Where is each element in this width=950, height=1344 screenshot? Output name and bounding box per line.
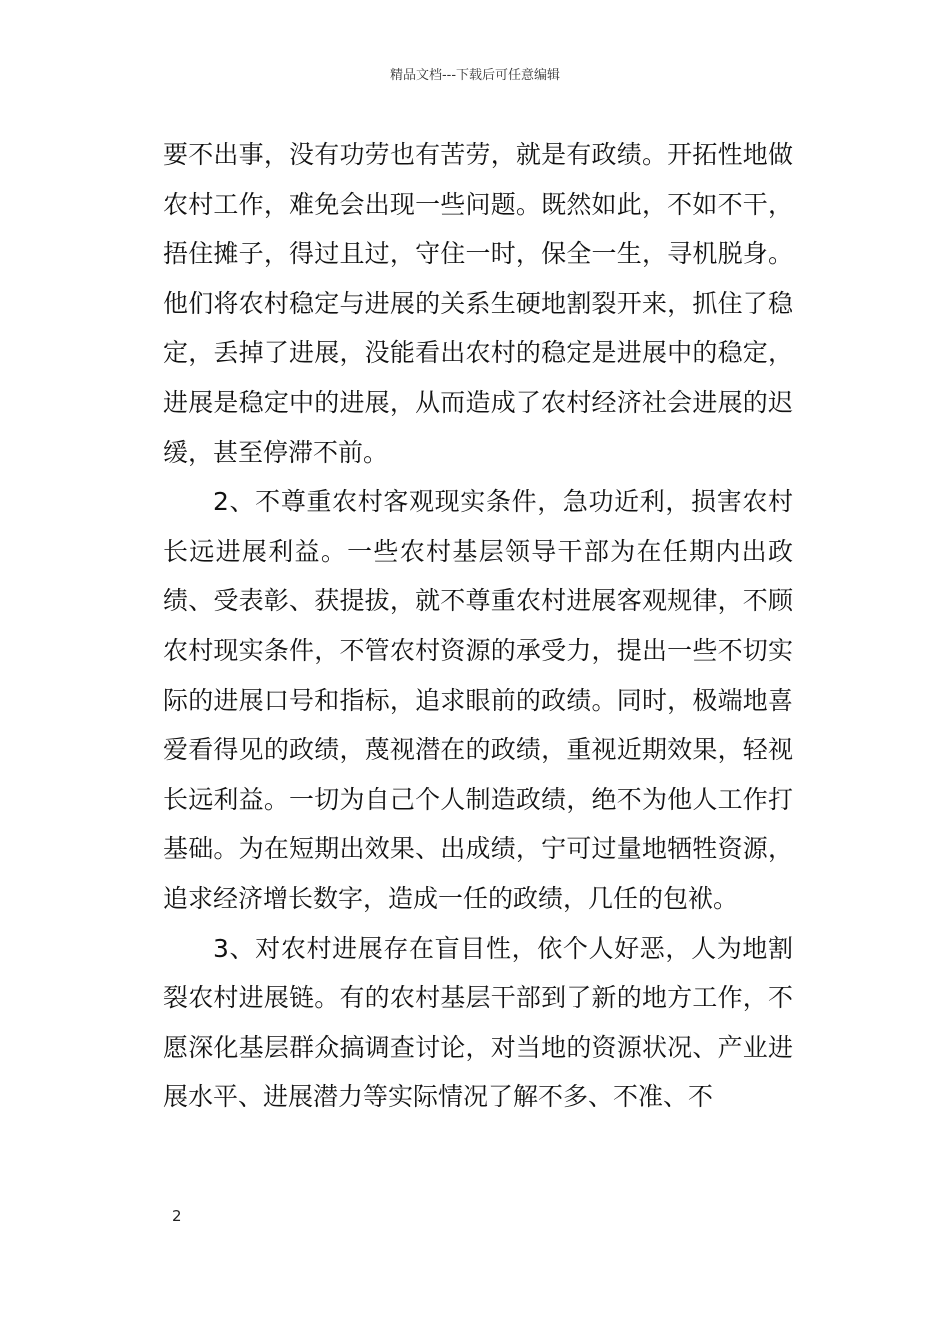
paragraph-continued: 要不出事，没有功劳也有苦劳，就是有政绩。开拓性地做农村工作，难免会出现一些问题。既然如此，不如不干，捂住摊子，得过且过，守住一时，保全一生，寻机脱身。他们将农村稳定与进展的关系生硬地割裂开来，抓住了稳定，丢掉了进展，没能看出农村的稳定是进展中的稳定，进展是稳定中的进展，从而造成了农村经济社会进展的迟缓，甚至停滞不前。 — [163, 140, 793, 467]
page-header: 精品文档---下载后可任意编辑 — [389, 68, 561, 83]
paragraph-item-2: 2、不尊重农村客观现实条件，急功近利，损害农村长远进展利益。一些农村基层领导干部为在任期内出政绩、受表彰、获提拔，就不尊重农村进展客观规律，不顾农村现实条件，不管农村资源的承受力，提出一些不切实际的进展口号和指标，追求眼前的政绩。同时，极端地喜爱看得见的政绩，蔑视潜在的政绩，重视近期效果，轻视长远利益。一切为自己个人制造政绩，绝不为他人工作打基础。为在短期出效果、出成绩，宁可过量地牺牲资源，追求经济增长数字，造成一任的政绩，几任的包袱。 — [163, 487, 793, 913]
document-body — [163, 130, 793, 1122]
paragraph-item-3: 3、对农村进展存在盲目性，依个人好恶，人为地割裂农村进展链。有的农村基层干部到了新的地方工作，不愿深化基层群众搞调查讨论，对当地的资源状况、产业进展水平、进展潜力等实际情况了解不多、不准、不 — [163, 933, 793, 1112]
page-number: 2 — [172, 1207, 182, 1225]
